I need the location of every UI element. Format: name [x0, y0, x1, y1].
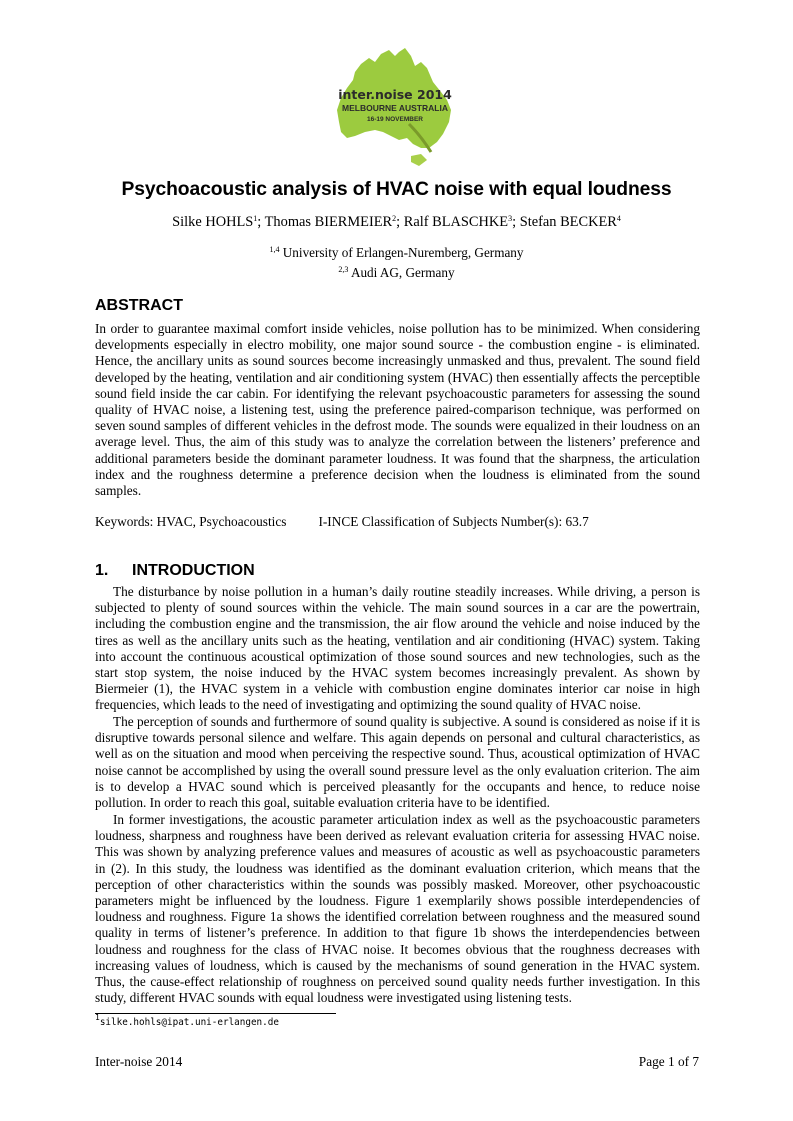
author-sup: 4 [616, 214, 621, 223]
author-name: Silke HOHLS [172, 214, 254, 230]
footnote-sup: 1 [95, 1013, 100, 1022]
affiliation-text: University of Erlangen-Nuremberg, Germany [279, 245, 524, 260]
author-name: Thomas BIERMEIER [264, 214, 393, 230]
tasmania-shape [411, 154, 427, 166]
affiliation [0, 265, 793, 281]
intro-paragraph: In former investigations, the acoustic parameter articulation index as well as the psychoacoustic parameters loudness, sharpness and roughness have been derived as relevant evaluation criteria for assessing HVAC noise. This was shown by analyzing preference values and measures of acoustic as well as psychoacoustic parameters in (2). In this study, the loudness was identified as the dominant evaluation criterion, which means that the perception of other characteristics within the sounds was possibly masked. Moreover, other psychoacoustic parameters might be influenced by the loudness. Figure 1 exemplarily shows possible interdependencies of loudness and roughness. Figure 1a shows the identified correlation between roughness and the measured sound quality in terms of listener’s preference. In addition to that figure 1b shows the interdependencies between loudness and roughness for the class of HVAC noise. It becomes obvious that the roughness decreases with increasing values of loudness, which is caused by the mechanisms of sound generation in the HVAC system. Thus, the cause-effect relationship of roughness on perceived sound quality needs further investigation. In this study, different HVAC sounds with equal loudness were investigated using listening tests. [95, 812, 700, 1006]
intro-paragraph: The perception of sounds and furthermore of sound quality is subjective. A sound is considered as noise if it is disruptive towards personal silence and welfare. This again depends on personal and cultural characteristics, as well as on the situation and mood when perceiving the respective sound. Thus, acoustical optimization of HVAC noise cannot be accomplished by using the overall sound pressure level as the only evaluation criterion. The aim is to develop a HVAC sound which is perceived pleasantly for the occupants and hence, to reduce noise pollution. In order to reach this goal, suitable evaluation criteria have to be identified. [95, 714, 700, 811]
footer-conference: Inter-noise 2014 [95, 1054, 183, 1069]
abstract-text: In order to guarantee maximal comfort inside vehicles, noise pollution has to be minimized. When considering developments especially in electro mobility, one major sound source - the combustion engine - is eliminated. Hence, the ancillary units as sound sources become increasingly unmasked and thus, prevalent. The sound field developed by the heating, ventilation and air conditioning system (HVAC) then essentially affects the perceptible sound field inside the car cabin. For identifying the relevant psychoacoustic parameters for assessing the sound quality of HVAC noise, a listening test, using the preference paired-comparison technique, was performed on seven sound samples of different vehicles in the defrost mode. The sounds were equalized in their loudness on an average level. Thus, the aim of this study was to analyze the correlation between the listeners’ preference and additional parameters beside the dominant parameter loudness. It was found that the sharpness, the articulation index and the roughness determine a preference decision when the loudness is eliminated from the sound samples. [95, 321, 700, 499]
keywords-line [95, 514, 589, 530]
affiliation-sup: 2,3 [338, 265, 349, 274]
logo-line-1: inter.noise 2014 [338, 87, 452, 102]
keywords-text: Keywords: HVAC, Psychoacoustics [95, 514, 287, 529]
conference-logo [325, 44, 465, 169]
section-heading-introduction [95, 562, 255, 580]
author-separator: ; [257, 214, 265, 230]
author-separator: ; [396, 214, 404, 230]
author-sup: 2 [392, 214, 397, 223]
logo-line-2: MELBOURNE AUSTRALIA [342, 103, 448, 113]
footnote [95, 1013, 279, 1028]
section-title: INTRODUCTION [132, 562, 255, 579]
footnote-rule [95, 1013, 336, 1014]
affiliation-text: Audi AG, Germany [348, 265, 455, 280]
author-name: Stefan BECKER [519, 214, 617, 230]
australia-map-logo [325, 44, 465, 169]
abstract-heading: ABSTRACT [95, 297, 183, 314]
author-name: Ralf BLASCHKE [403, 214, 509, 230]
classification-text: I-INCE Classification of Subjects Number(s): 63.7 [318, 514, 589, 529]
footnote-email: silke.hohls@ipat.uni-erlangen.de [99, 1017, 279, 1028]
paper-title: Psychoacoustic analysis of HVAC noise with equal loudness [121, 179, 672, 200]
affiliation [0, 245, 793, 261]
section-number: 1. [95, 562, 109, 579]
footer-page-number: Page 1 of 7 [638, 1054, 699, 1069]
author-sup: 3 [508, 214, 513, 223]
author-sup: 1 [253, 214, 258, 223]
intro-paragraph: The disturbance by noise pollution in a human’s daily routine steadily increases. While driving, a person is subjected to plenty of sound sources within the vehicle. The main sound sources in a car are the powertrain, including the combustion engine and the transmission, the air flow around the vehicle and noise induced by the tires as well as the ancillary units such as the heating, ventilation and air conditioning (HVAC) system. Taking into account the continuous acoustical optimization of those sound sources and new technologies, such as the start stop system, the noise induced by the HVAC system becomes increasingly prevalent. As shown by Biermeier (1), the HVAC system in a vehicle with combustion engine dominates interior car noise in high frequencies, which leads to the need of investigating and optimizing the sound quality of HVAC noise. [95, 584, 700, 713]
author-separator: ; [512, 214, 520, 230]
affiliation-sup: 1,4 [269, 245, 280, 254]
logo-line-3: 16-19 NOVEMBER [367, 116, 423, 123]
author-list [0, 214, 793, 231]
